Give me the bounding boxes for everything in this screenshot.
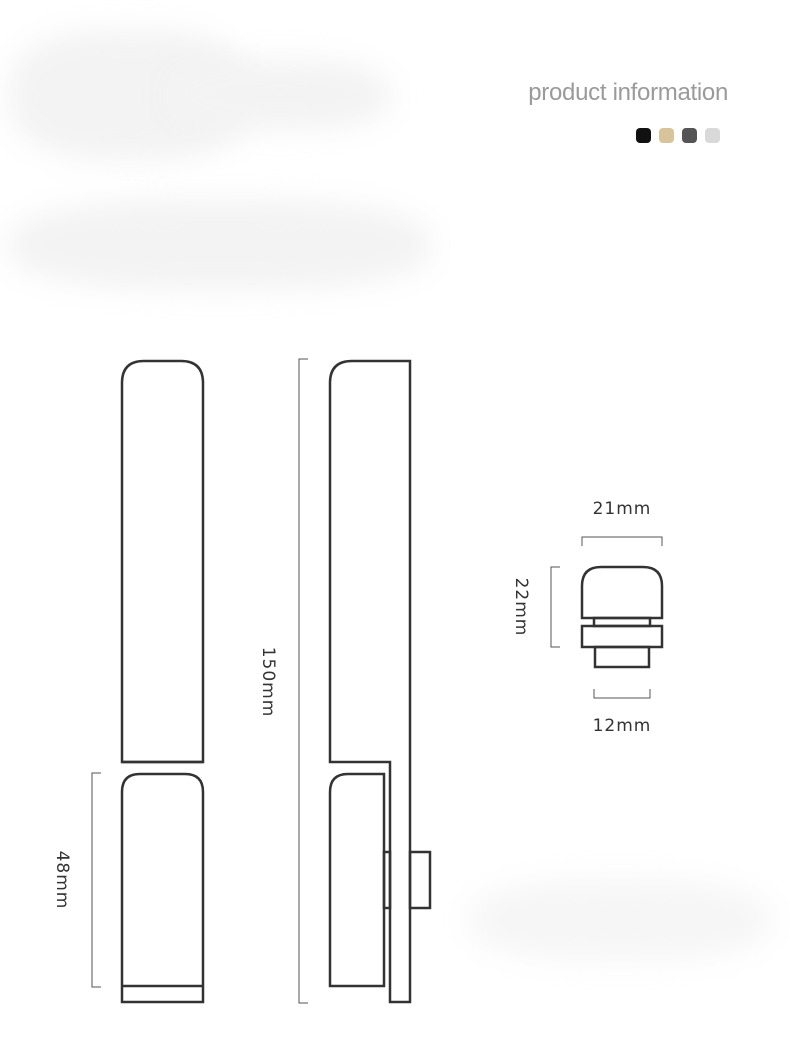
end-flange — [582, 626, 662, 647]
side-lower-part — [330, 774, 384, 986]
front-lower-body — [122, 774, 203, 1002]
dimension-150mm-bracket — [299, 359, 308, 1003]
side-mounting-block — [384, 852, 390, 908]
side-main-profile — [330, 361, 410, 1002]
front-view — [122, 361, 203, 1002]
end-view — [582, 567, 662, 667]
end-cap — [582, 567, 662, 618]
dimension-21mm-label: 21mm — [592, 499, 652, 519]
end-base — [595, 647, 649, 667]
dimension-12mm-label: 12mm — [592, 716, 652, 736]
side-view — [330, 361, 430, 1002]
side-back-tab — [410, 852, 430, 908]
dimension-48mm-label: 48mm — [52, 850, 72, 910]
page-title: product information — [528, 79, 728, 106]
dimension-12mm-bracket — [594, 689, 650, 698]
dimension-48mm-bracket — [92, 773, 101, 987]
dimension-22mm-bracket — [551, 567, 560, 647]
front-upper-body — [122, 361, 203, 762]
dimension-lines — [92, 359, 662, 1003]
dimension-21mm-bracket — [582, 537, 662, 546]
dimension-150mm-label: 150mm — [258, 646, 278, 718]
dimension-22mm-label: 22mm — [511, 577, 531, 637]
